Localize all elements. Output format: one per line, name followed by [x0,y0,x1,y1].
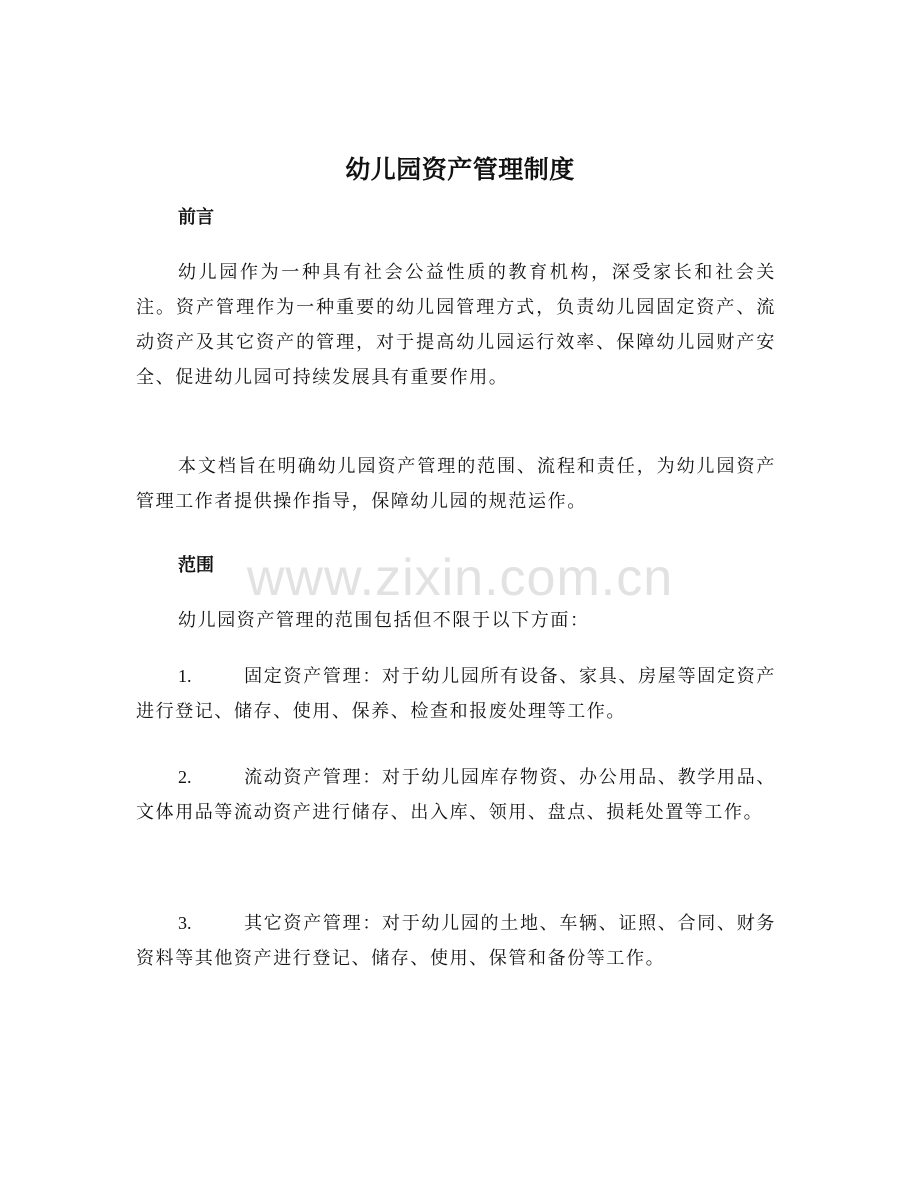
watermark: www.zixin.com.cn [246,549,674,607]
scope-list-item-1 [136,659,776,729]
list-item-text: 流动资产管理：对于幼儿园库存物资、办公用品、教学用品、文体用品等流动资产进行储存、出入库、领用、盘点、损耗处置等工作。 [136,767,776,823]
scope-list-item-2 [136,760,776,830]
list-item-number: 2. [178,767,192,787]
scope-list-item-3 [136,906,776,976]
scope-heading: 范围 [178,555,214,576]
document-title: 幼儿园资产管理制度 [345,155,575,184]
list-item-number: 1. [178,666,192,686]
list-item-number: 3. [178,913,192,933]
list-item-text: 其它资产管理：对于幼儿园的土地、车辆、证照、合同、财务资料等其他资产进行登记、储存、使用、保管和备份等工作。 [136,913,776,969]
preface-heading: 前言 [178,207,214,228]
scope-intro: 幼儿园资产管理的范围包括但不限于以下方面： [178,610,590,631]
preface-paragraph-2: 本文档旨在明确幼儿园资产管理的范围、流程和责任，为幼儿园资产管理工作者提供操作指导，保障幼儿园的规范运作。 [136,456,776,512]
list-item-text: 固定资产管理：对于幼儿园所有设备、家具、房屋等固定资产进行登记、储存、使用、保养、检查和报废处理等工作。 [136,666,776,722]
preface-paragraph-1: 幼儿园作为一种具有社会公益性质的教育机构，深受家长和社会关注。资产管理作为一种重要的幼儿园管理方式，负责幼儿园固定资产、流动资产及其它资产的管理，对于提高幼儿园运行效率、保障幼儿园财产安全、促进幼儿园可持续发展具有重要作用。 [136,262,776,388]
